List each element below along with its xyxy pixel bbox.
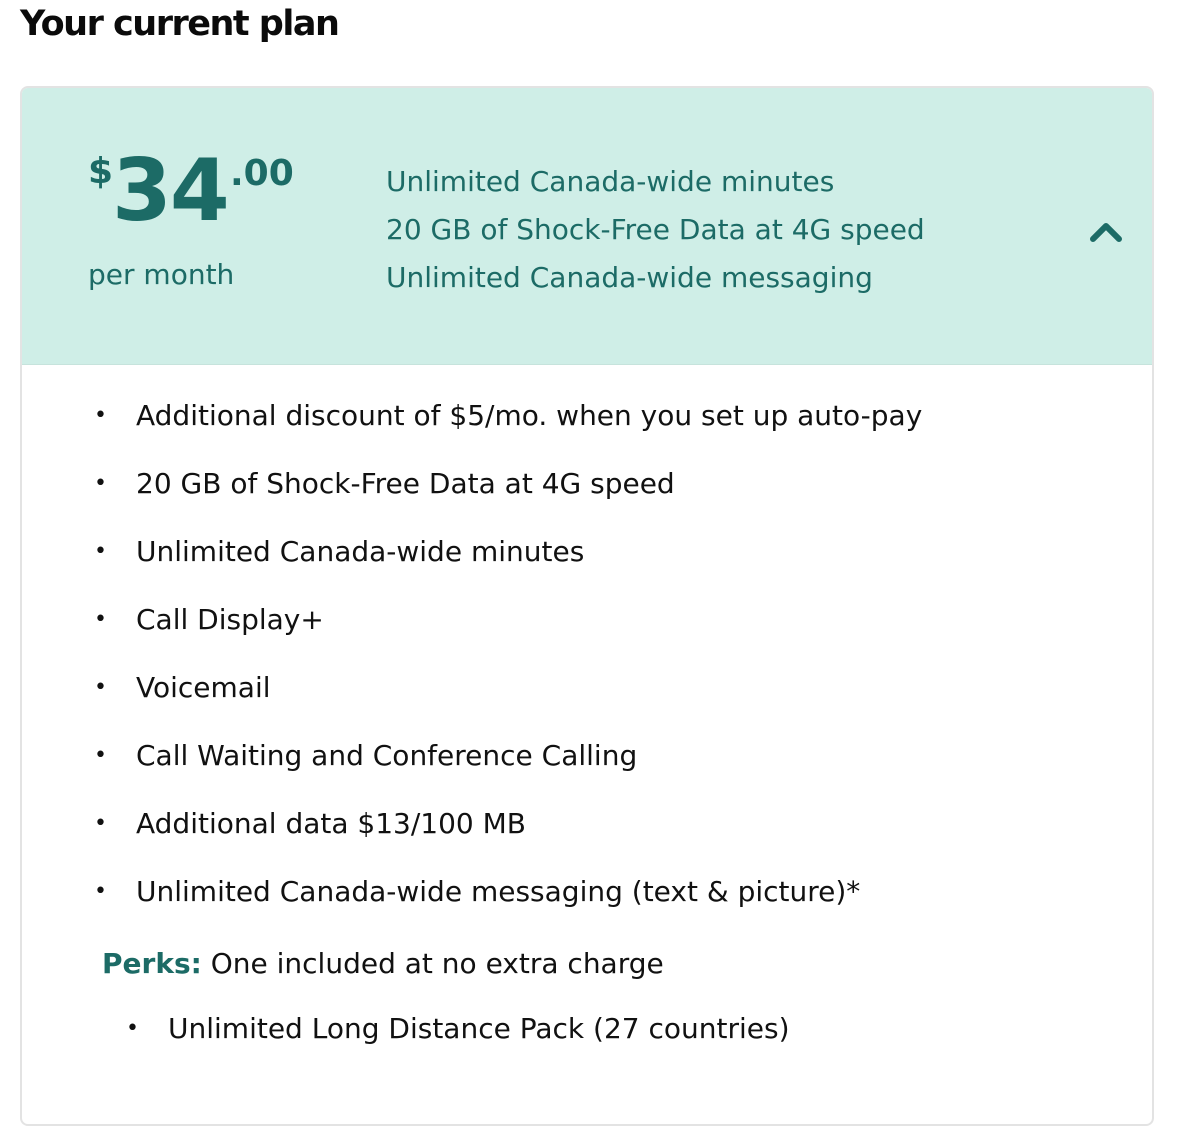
bullet: • [126,1016,139,1041]
perks-label: Perks: [102,947,202,980]
summary-item: 20 GB of Shock-Free Data at 4G speed [386,213,925,246]
list-item [94,518,922,586]
plan-price [88,141,298,244]
list-item [94,586,922,654]
price-period: per month [88,258,235,291]
summary-item: Unlimited Canada-wide minutes [386,165,835,198]
bullet: • [94,811,107,836]
bullet: • [94,607,107,632]
bullet: • [94,675,107,700]
feature-text: Call Display+ [136,603,324,636]
feature-text: Unlimited Canada-wide messaging (text & picture)* [136,875,861,908]
feature-text: 20 GB of Shock-Free Data at 4G speed [136,467,675,500]
plan-summary-list [386,158,925,302]
bullet: • [94,471,107,496]
perks-list [126,1004,790,1054]
price-currency: $ [88,151,114,192]
bullet: • [94,403,107,428]
perks-description: One included at no extra charge [210,947,664,980]
list-item [94,722,922,790]
summary-item: Unlimited Canada-wide messaging [386,261,873,294]
plan-card [20,86,1154,1126]
feature-text: Additional data $13/100 MB [136,807,527,840]
list-item [94,858,922,926]
list-item [94,450,922,518]
feature-text: Call Waiting and Conference Calling [136,739,638,772]
list-item [94,382,922,450]
list-item [94,654,922,722]
page-title: Your current plan [20,4,339,44]
perks-line [102,944,664,984]
chevron-up-icon [1088,220,1124,244]
plan-features-list [94,382,922,926]
list-item [94,790,922,858]
bullet: • [94,879,107,904]
price-cents: .00 [230,153,294,194]
feature-text: Additional discount of $5/mo. when you set up auto-pay [136,399,923,432]
collapse-toggle-button[interactable] [1086,216,1126,248]
feature-text: Unlimited Canada-wide minutes [136,535,585,568]
plan-summary-header[interactable] [22,88,1152,365]
feature-text: Voicemail [136,671,271,704]
bullet: • [94,539,107,564]
list-item [126,1004,790,1054]
price-amount: 34 [112,141,228,241]
bullet: • [94,743,107,768]
perk-text: Unlimited Long Distance Pack (27 countries) [168,1012,790,1045]
